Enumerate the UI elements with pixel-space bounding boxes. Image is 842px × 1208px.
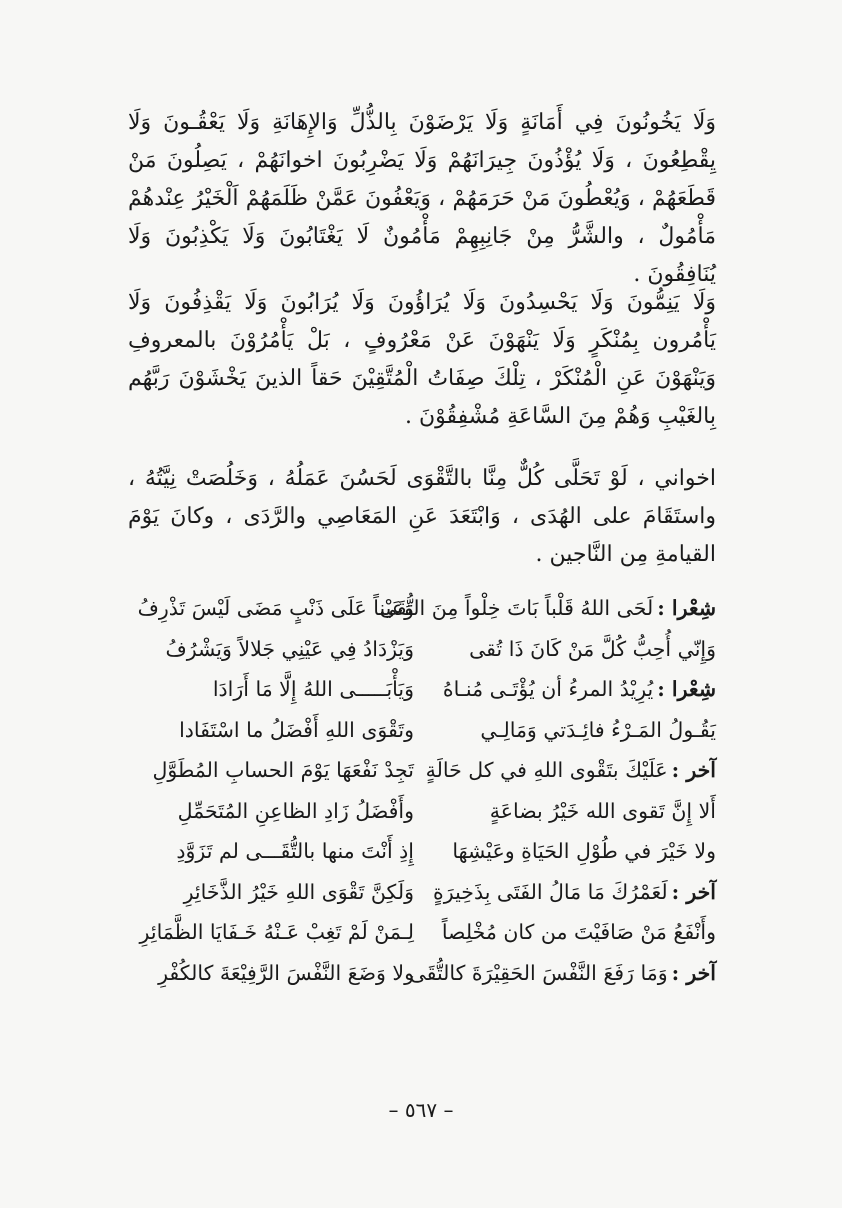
- verse-line: [128, 791, 716, 832]
- verse-second-hemistich: لِـمَنْ لَمْ تَغِبْ عَـنْهُ خَـفَايَا الظَّمَائِرِ: [139, 920, 414, 945]
- verse-first-hemistich: [422, 880, 716, 904]
- poetry-block: [128, 588, 716, 993]
- verse-first-hemistich: [422, 677, 716, 701]
- verse-first-hemistich: [422, 799, 716, 823]
- paragraph-2: وَلَا يَنِمُّونَ وَلَا يَحْسِدُونَ وَلَا يُرَاؤُونَ وَلَا يُرَابُونَ وَلَا يَقْذِفُونَ وَلَا يَأْمُرون بِمُنْكَرٍ وَلَا يَنْهَوْنَ عَنْ مَعْرُوفٍ ، بَلْ يَأْمُرُوْنَ بالمعروفِ وَيَنْهَوْنَ عَنِ الْمُنْكَرْ ، تِلْكَ صِفَاتُ الْمُتَّقِيْنَ حَقاً الذينَ يَخْشَوْنَ رَبَّهُم بِالغَيْبِ وَهُمْ مِنَ السَّاعَةِ مُشْفِقُوْنَ .: [128, 290, 716, 429]
- verse-second-hemistich: ولا وَضَعَ النَّفْسَ الرَّفِيْعَةَ كالكُفْرِ: [158, 960, 414, 985]
- page-number: – ٥٦٧ –: [388, 1098, 454, 1122]
- verse-first-text: عَلَيْكَ بتَقْوى اللهِ في كل حَالَةٍ: [425, 758, 668, 783]
- verse-line: [128, 750, 716, 791]
- verse-second-hemistich: وَيَزْدَادُ فِي عَيْنِي جَلالاً وَيَشْرُفُ: [165, 636, 414, 661]
- verse-second-hemistich: تَجِدْ نَفْعَهَا يَوْمَ الحسابِ المُطَوَّلِ: [152, 758, 414, 783]
- verse-line: [128, 912, 716, 953]
- verse-line: [128, 588, 716, 629]
- verse-label: شِعْرا :: [657, 677, 716, 702]
- verse-line: [128, 831, 716, 872]
- verse-first-text: ولا خَيْرَ في طُوْلِ الحَيَاةِ وعَيْشِهَا: [452, 839, 716, 864]
- verse-second-hemistich: وَعَيْناً عَلَى ذَنْبٍ مَضَى لَيْسَ تَذْرِفُ: [137, 596, 414, 621]
- verse-label: آخر :: [671, 758, 716, 783]
- verse-first-text: لَعَمْرُكَ مَا مَالُ الفَتَى بِذَخِيرَةٍ: [433, 879, 668, 904]
- verse-line: [128, 872, 716, 913]
- verse-line: [128, 629, 716, 670]
- verse-label: آخر :: [671, 960, 716, 985]
- verse-first-text: يَقُـولُ المَـرْءُ فائِـدَتي وَمَالِـي: [480, 717, 716, 742]
- verse-first-text: أَلا إِنَّ تَقوى الله خَيْرُ بضاعَةٍ: [489, 798, 716, 823]
- verse-second-hemistich: إِذِ أَنْتَ منها بالتُّقَـــى لم تَزَوَّدِ: [176, 839, 414, 864]
- verse-first-text: وَإِنّي أُحِبُّ كُلَّ مَنْ كَانَ ذَا تُقى: [469, 636, 716, 661]
- verse-first-hemistich: [409, 960, 716, 985]
- verse-second-hemistich: وتَقْوَى اللهِ أَفْضَلُ ما اسْتَفَادا: [179, 717, 414, 742]
- verse-first-text: وأَنْفَعُ مَنْ صَافَيْتَ من كان مُخْلِصاً: [441, 920, 716, 945]
- paragraph-1: وَلَا يَخُونُونَ فِي أَمَانَةٍ وَلَا يَرْضَوْنَ بِالذُّلِّ وَالإِهَانَةِ وَلَا يَعْقُـونَ وَلَا يِقْطِعُونَ ، وَلَا يُؤْذُونَ جِيرَانَهُمْ وَلَا يَضْرِبُونَ اخوانَهُمْ ، يَصِلُونَ مَنْ قَطَعَهُمْ ، وَيُعْطُونَ مَنْ حَرَمَهُمْ ، وَيَعْفُونَ عَمَّنْ ظَلَمَهُمْ اَلْخَيْرُ عِنْدهُمْ مَأْمُولٌ ، والشَّرُّ مِنْ جَانِبِهِمْ مَأْمُونٌ لَا يَغْتَابُونَ وَلَا يَكْذِبُونَ وَلَا يُنَافِقُونَ .: [128, 110, 717, 287]
- paragraph-3: اخواني ، لَوْ تَحَلَّى كُلٌّ مِنَّا بالتَّقْوَى لَحَسُنَ عَمَلُهُ ، وَخَلُصَتْ نِيَّتُهُ ، واستَقَامَ على الهُدَى ، وَابْتَعَدَ عَنِ المَعَاصِي والرَّدَى ، وكانَ يَوْمَ القيامةِ مِن النَّاجين .: [128, 466, 716, 567]
- verse-label: شِعْرا :: [657, 596, 716, 621]
- verse-first-hemistich: [422, 718, 716, 742]
- verse-second-hemistich: وأَفْضَلُ زَادِ الظاعِنِ المُتَحَمِّلِ: [177, 798, 414, 823]
- verse-first-hemistich: [422, 920, 716, 944]
- verse-first-hemistich: [379, 596, 716, 621]
- verse-first-text: يُرِيْدُ المرءُ أن يُؤْتَـى مُنـاهُ: [442, 677, 654, 702]
- verse-first-text: لَحَى اللهُ قَلْباً بَاتَ خِلْواً مِنَ التُّقَى: [379, 596, 654, 621]
- verse-line: [128, 710, 716, 751]
- verse-line: [128, 953, 716, 994]
- verse-first-text: وَمَا رَفَعَ النَّفْسَ الحَقِيْرَةَ كالتُّقَى: [409, 960, 668, 985]
- verse-second-hemistich: وَيَأْبَـــــى اللهُ إِلَّا مَا أَرَادَا: [212, 677, 414, 702]
- verse-second-hemistich: وَلَكِنَّ تَقْوَى اللهِ خَيْرُ الذَّخَائِرِ: [183, 879, 414, 904]
- verse-line: [128, 669, 716, 710]
- verse-first-hemistich: [422, 637, 716, 661]
- verse-label: آخر :: [671, 879, 716, 904]
- verse-first-hemistich: [422, 839, 716, 863]
- verse-first-hemistich: [422, 758, 716, 782]
